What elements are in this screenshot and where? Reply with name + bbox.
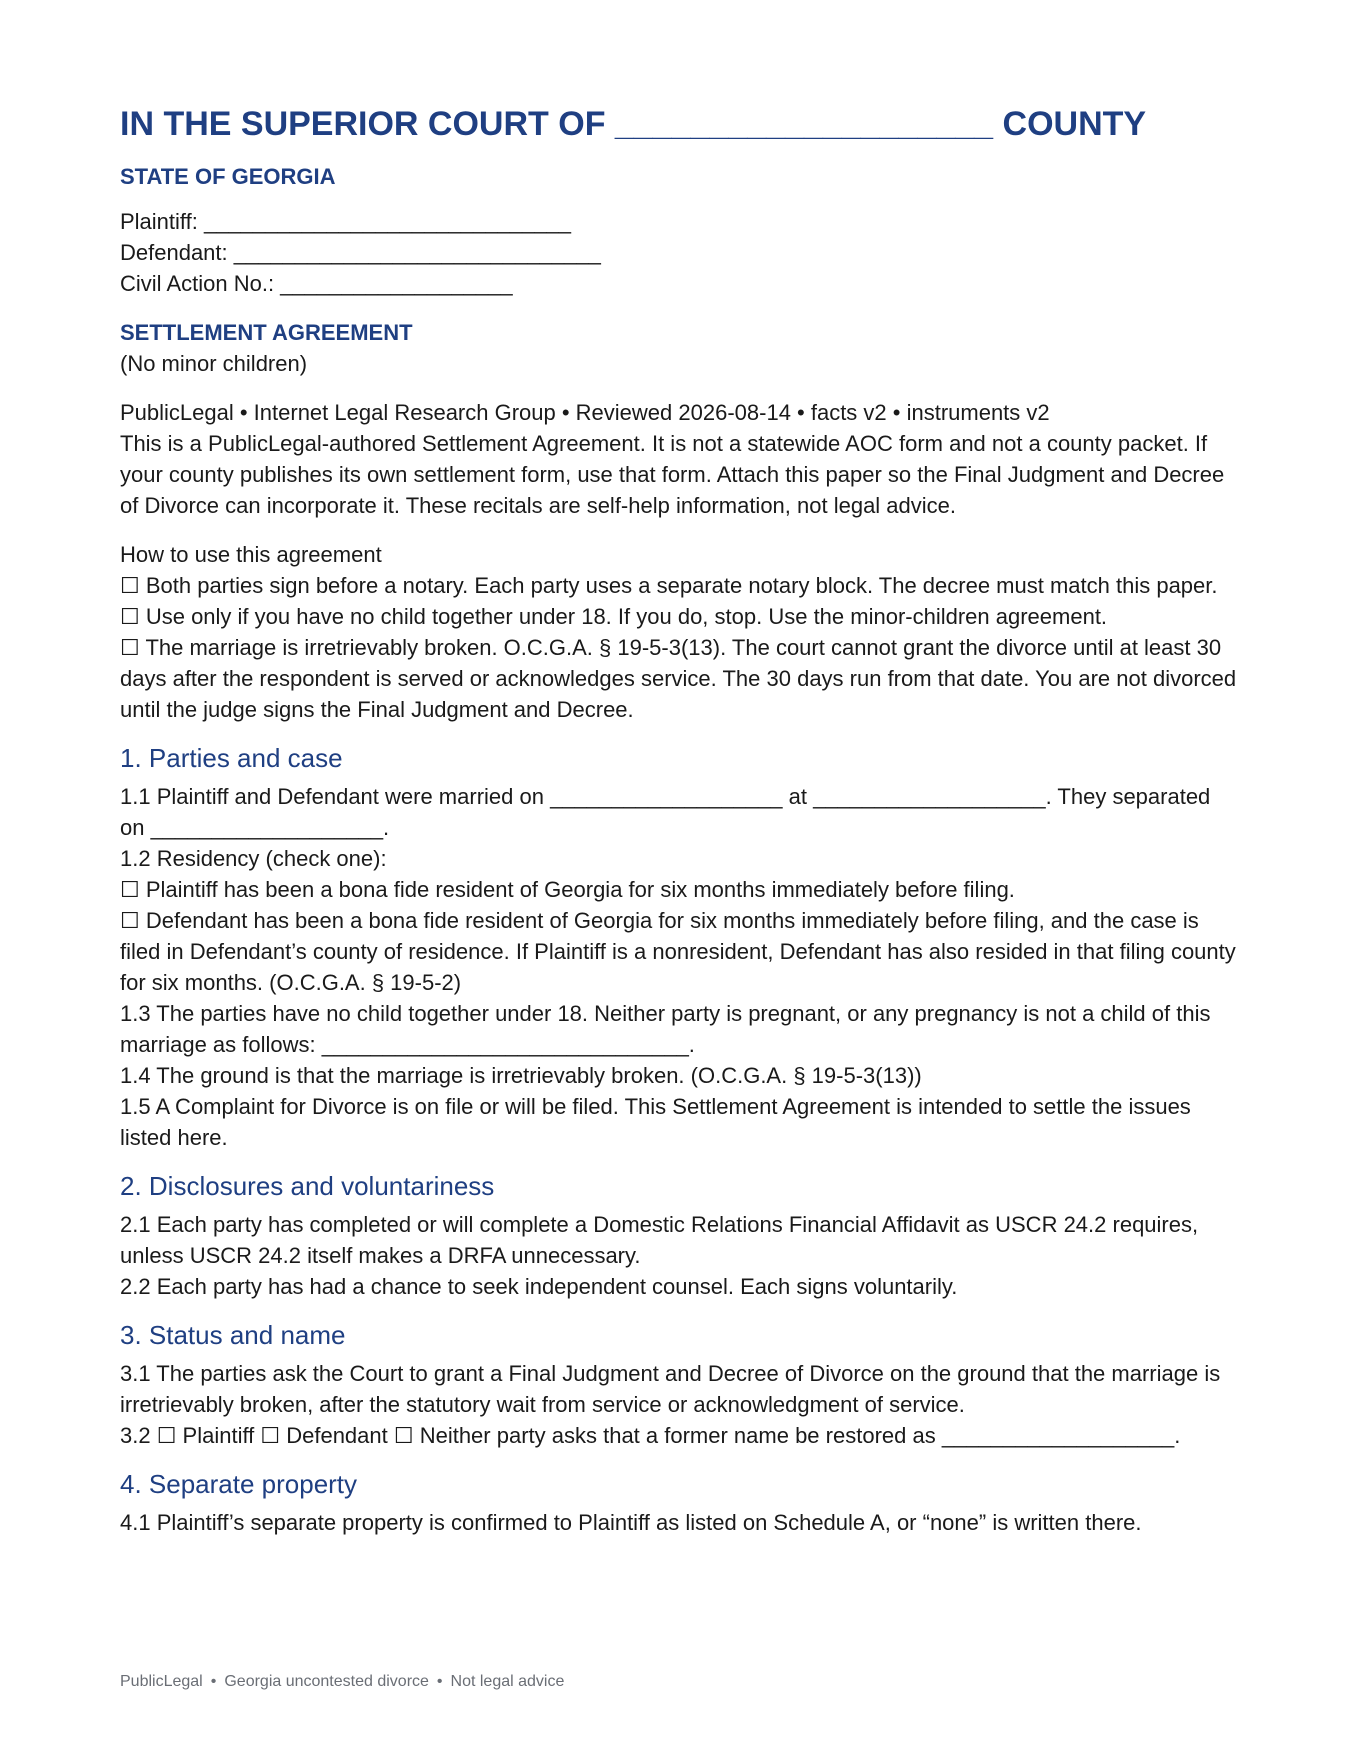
clause-3-2: 3.2 ☐ Plaintiff ☐ Defendant ☐ Neither party asks that a former name be restored as ___________________. <box>120 1423 1181 1448</box>
footer-disclaimer: Not legal advice <box>450 1673 565 1690</box>
section-1-heading: 1. Parties and case <box>120 743 343 773</box>
how-to-item: ☐ The marriage is irretrievably broken. O.C.G.A. § 19-5-3(13). The court cannot grant the divorce until at least 30 days after the respondent is served or acknowledges service. The 30 days run from that date. You are not divorced until the judge signs the Final Judgment and Decree. <box>120 635 1237 722</box>
section-4-heading: 4. Separate property <box>120 1469 358 1499</box>
clause-1-4: 1.4 The ground is that the marriage is irretrievably broken. (O.C.G.A. § 19-5-3(13)) <box>120 1063 922 1088</box>
intro-body: This is a PublicLegal-authored Settlement Agreement. It is not a statewide AOC form and not a county packet. If your county publishes its own settlement form, use that form. Attach this paper so the Final Judgment and Decree of Divorce can incorporate it. These recitals are self-help information, not legal advice. <box>120 431 1225 518</box>
section-3-heading: 3. Status and name <box>120 1320 346 1350</box>
form-subtitle: (No minor children) <box>120 351 308 376</box>
footer-separator: • <box>210 1673 217 1690</box>
how-to-item: ☐ Both parties sign before a notary. Each party uses a separate notary block. The decree must match this paper. <box>120 573 1218 598</box>
clause-3-1: 3.1 The parties ask the Court to grant a Final Judgment and Decree of Divorce on the ground that the marriage is irretrievably broken, after the statutory wait from service or acknowledgment of service. <box>120 1361 1221 1417</box>
clause-2-2: 2.2 Each party has had a chance to seek independent counsel. Each signs voluntarily. <box>120 1274 958 1299</box>
form-title: SETTLEMENT AGREEMENT <box>120 320 413 345</box>
intro-block <box>120 397 1240 521</box>
clause-1-2: 1.2 Residency (check one): <box>120 846 387 871</box>
page-footer <box>120 1671 564 1693</box>
clause-1-3: 1.3 The parties have no child together under 18. Neither party is pregnant, or any pregnancy is not a child of this marriage as follows: ______________________________. <box>120 1001 1211 1057</box>
document-page <box>120 100 1240 1538</box>
how-to-item: ☐ Use only if you have no child together under 18. If you do, stop. Use the minor-children agreement. <box>120 604 1108 629</box>
how-to-title: How to use this agreement <box>120 542 382 567</box>
footer-separator: • <box>436 1673 443 1690</box>
section-2-heading: 2. Disclosures and voluntariness <box>120 1171 495 1201</box>
state-line: STATE OF GEORGIA <box>120 164 336 189</box>
clause-1-1: 1.1 Plaintiff and Defendant were married on ___________________ at ___________________. They separated on ___________________. <box>120 784 1211 840</box>
how-to-block <box>120 539 1240 725</box>
caption-fields <box>120 206 1240 299</box>
defendant-field: Defendant: ______________________________ <box>120 240 601 265</box>
intro-meta: PublicLegal • Internet Legal Research Group • Reviewed 2026-08-14 • facts v2 • instruments v2 <box>120 400 1050 425</box>
clause-1-2-option: ☐ Defendant has been a bona fide resident of Georgia for six months immediately before filing, and the case is filed in Defendant’s county of residence. If Plaintiff is a nonresident, Defendant has also resided in that filing county for six months. (O.C.G.A. § 19-5-2) <box>120 908 1236 995</box>
plaintiff-field: Plaintiff: ______________________________ <box>120 209 572 234</box>
footer-topic: Georgia uncontested divorce <box>224 1673 429 1690</box>
clause-4-1: 4.1 Plaintiff’s separate property is confirmed to Plaintiff as listed on Schedule A, or “none” is written there. <box>120 1510 1142 1535</box>
clause-1-2-option: ☐ Plaintiff has been a bona fide resident of Georgia for six months immediately before filing. <box>120 877 1015 902</box>
civil-action-field: Civil Action No.: ___________________ <box>120 271 513 296</box>
footer-brand: PublicLegal <box>120 1673 203 1690</box>
court-title: IN THE SUPERIOR COURT OF ____________________ COUNTY <box>120 105 1147 143</box>
clause-2-1: 2.1 Each party has completed or will complete a Domestic Relations Financial Affidavit as USCR 24.2 requires, unless USCR 24.2 itself makes a DRFA unnecessary. <box>120 1212 1199 1268</box>
clause-1-5: 1.5 A Complaint for Divorce is on file or will be filed. This Settlement Agreement is intended to settle the issues listed here. <box>120 1094 1191 1150</box>
